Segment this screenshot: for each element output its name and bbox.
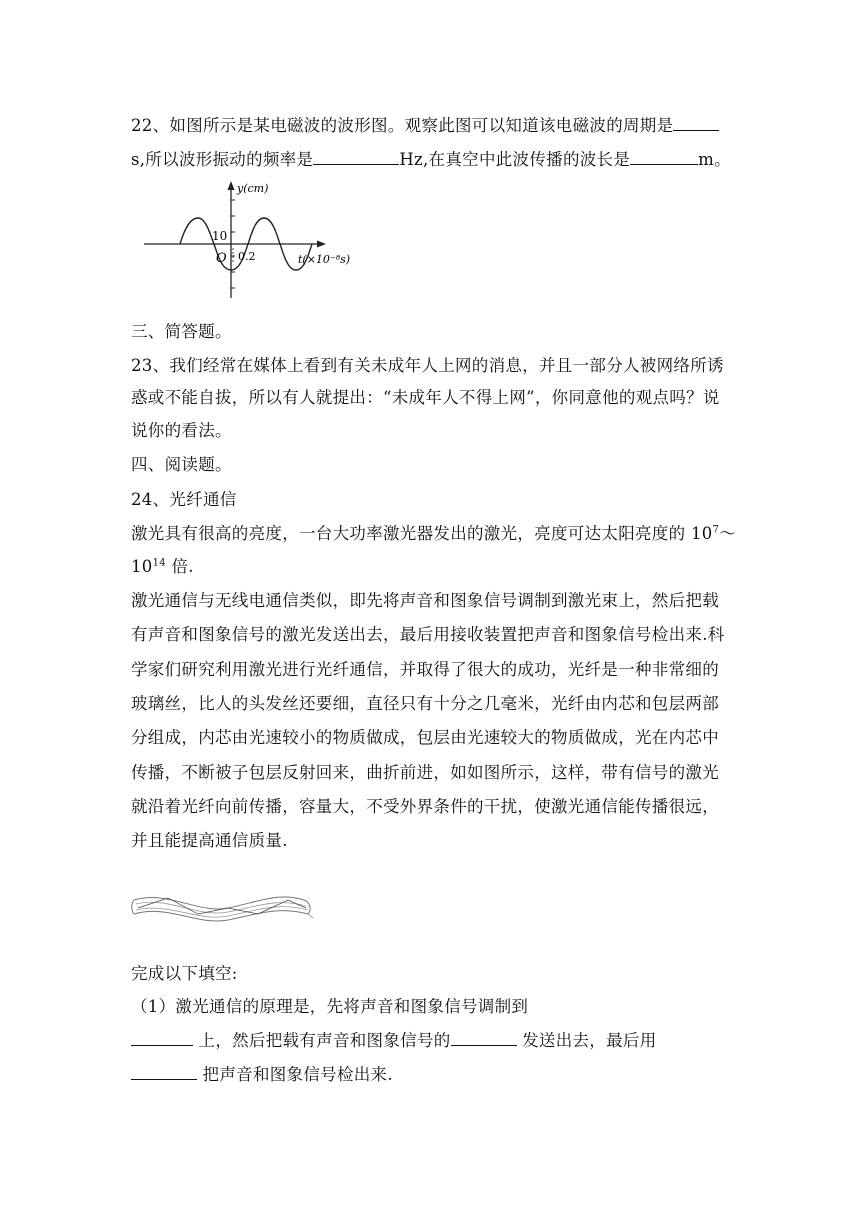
q24-p1-exponent: 7: [712, 524, 720, 536]
q22-blank-frequency[interactable]: [313, 150, 399, 165]
q24-p1-exponent-2: 14: [152, 557, 166, 569]
q24-p2-line: 并且能提高通信质量.: [131, 831, 288, 850]
blank-receiver[interactable]: [131, 1065, 197, 1080]
sub1-text-2b: 发送出去，最后用: [516, 1031, 657, 1050]
t-axis-label: t(×10⁻⁸s): [298, 253, 351, 266]
q22-text-2a: s,所以波形振动的频率是: [131, 150, 314, 169]
q24-p2-line: 激光通信与无线电通信类似，即先将声音和图象信号调制到激光束上，然后把载: [131, 591, 719, 610]
sub-question-1-line-2: [131, 1027, 657, 1051]
q24-p2-line: 传播，不断被子包层反射回来，曲折前进，如如图所示，这样，带有信号的激光: [131, 763, 719, 782]
q22-line-2: [131, 146, 731, 170]
blank-modulate-target[interactable]: [131, 1031, 193, 1046]
q24-p1-text-2b: 倍.: [165, 557, 194, 576]
y-axis-label: y(cm): [237, 182, 269, 195]
q23-line-2: 惑或不能自拔，所以有人就提出：“未成年人不得上网”，你同意他的观点吗？说: [131, 388, 720, 407]
q23-line-3: 说你的看法。: [131, 421, 232, 440]
sub-question-1-line-3: [131, 1061, 393, 1085]
q24-p1-line-2: [131, 553, 194, 577]
q24-p1-line-1: [131, 520, 736, 544]
y-axis-arrow-icon: [228, 181, 235, 190]
q22-text: 22、如图所示是某电磁波的波形图。观察此图可以知道该电磁波的周期是: [131, 116, 674, 135]
sub1-text-3: 把声音和图象信号检出来.: [197, 1065, 393, 1084]
q24-p1-text: 激光具有很高的亮度，一台大功率激光器发出的激光，亮度可达太阳亮度的 10: [131, 524, 713, 543]
optical-fiber-figure: [128, 884, 318, 928]
q22-blank-period[interactable]: [673, 116, 719, 131]
q24-title: 24、光纤通信: [131, 490, 237, 509]
q24-p1-tilde: ～: [719, 524, 737, 543]
q23-line-1: 23、我们经常在媒体上看到有关未成年人上网的消息，并且一部分人被网络所诱: [131, 356, 724, 375]
wave-graph-figure: [140, 178, 362, 302]
sub-question-1-line-1: （1）激光通信的原理是，先将声音和图象信号调制到: [131, 997, 529, 1016]
section-3-heading: 三、简答题。: [131, 322, 232, 341]
origin-label: O: [216, 251, 227, 266]
q24-p2-line: 有声音和图象信号的激光发送出去，最后用接收装置把声音和图象信号检出来.科: [131, 625, 725, 644]
q22-text-2b: Hz,在真空中此波传播的波长是: [399, 150, 631, 169]
q24-p2-line: 分组成，内芯由光速较小的物质做成，包层由光速较大的物质做成，光在内芯中: [131, 728, 719, 747]
q24-p1-text-2: 10: [131, 557, 153, 576]
blank-transmit-object[interactable]: [451, 1031, 517, 1046]
q24-p2-line: 学家们研究利用激光进行光纤通信，并取得了很大的成功，光纤是一种非常细的: [131, 660, 719, 679]
amplitude-label: 10: [212, 229, 228, 243]
sub1-text-2a: 上，然后把载有声音和图象信号的: [193, 1031, 451, 1050]
q22-text-2c: m。: [698, 150, 731, 169]
q24-p2-line: 玻璃丝，比人的头发丝还要细，直径只有十分之几毫米，光纤由内芯和包层两部: [131, 694, 719, 713]
tick-label: 0.2: [238, 250, 256, 263]
t-axis-arrow-icon: [317, 241, 326, 248]
q24-p2-line: 就沿着光纤向前传播，容量大，不受外界条件的干扰，使激光通信能传播很远，: [131, 797, 719, 816]
q22-blank-wavelength[interactable]: [630, 150, 698, 165]
q22-line-1: [131, 112, 719, 136]
section-4-heading: 四、阅读题。: [131, 455, 232, 474]
fill-heading: 完成以下填空:: [131, 964, 238, 983]
